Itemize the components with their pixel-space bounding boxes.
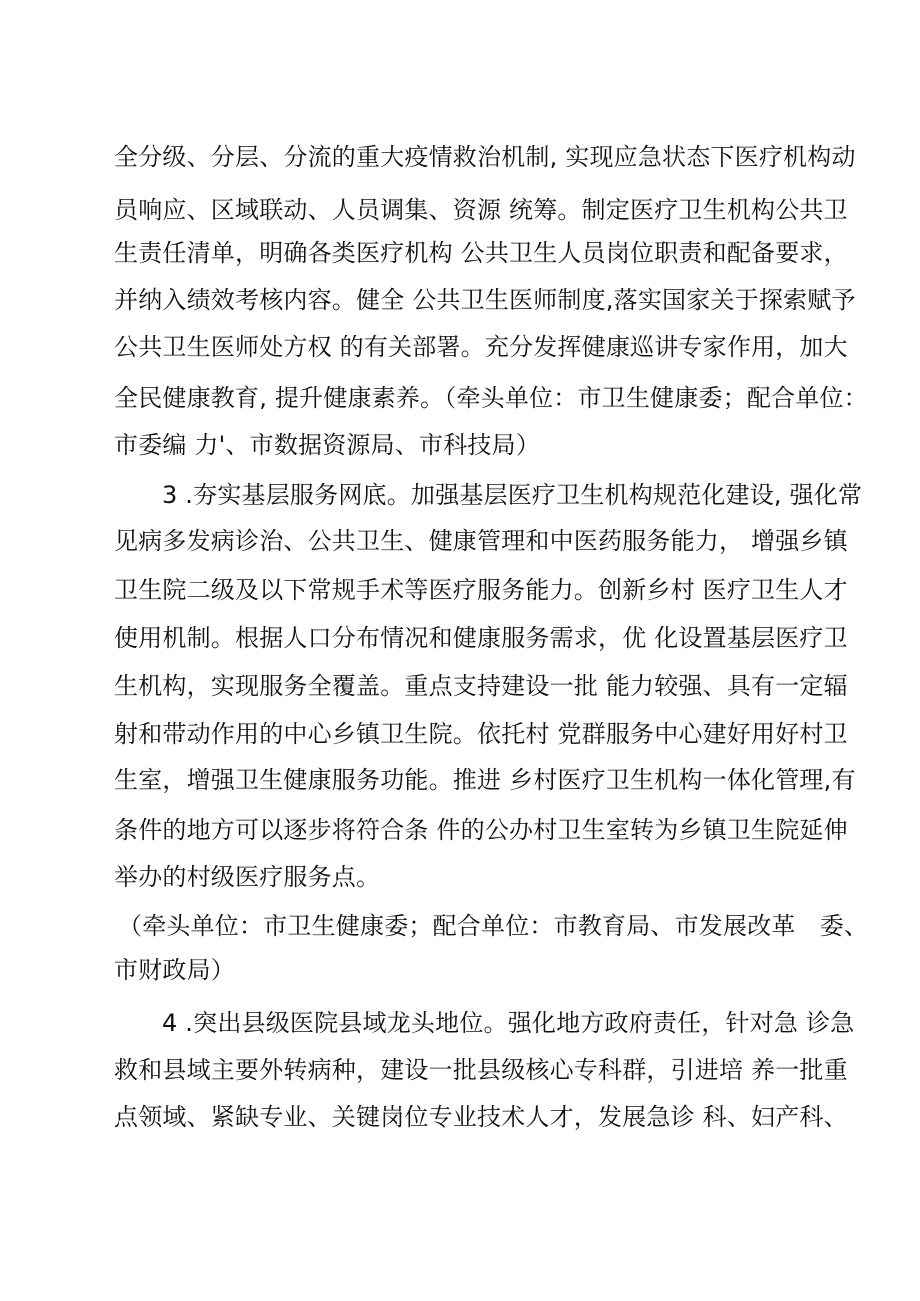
text-line: 4 .突出县级医院县域龙头地位。强化地方政府责任，针对急 诊急: [162, 1009, 855, 1037]
text-line: 3 .夯实基层服务网底。加强基层医疗卫生机构规范化建设, 强化常: [162, 481, 863, 509]
text-line: 射和带动作用的中心乡镇卫生院。依托村 党群服务中心建好用好村卫: [114, 720, 848, 748]
text-line: 市委编 力'、市数据资源局、市科技局）: [114, 431, 541, 459]
text-line: 生机构，实现服务全覆盖。重点支持建设一批 能力较强、具有一定辐: [114, 672, 848, 700]
text-line: 全民健康教育, 提升健康素养。（牵头单位：市卫生健康委；配合单位：: [114, 384, 868, 412]
text-line: 救和县域主要外转病种，建设一批县级核心专科群，引进培 养一批重: [114, 1056, 848, 1084]
text-line: 员响应、区域联动、人员调集、资源 统筹。制定医疗卫生机构公共卫: [114, 196, 848, 224]
text-line: 举办的村级医疗服务点。: [114, 863, 381, 891]
text-line: 见病多发病诊治、公共卫生、健康管理和中医药服务能力， 增强乡镇: [114, 527, 848, 555]
text-line: 使用机制。根据人口分布情况和健康服务需求，优 化设置基层医疗卫: [114, 624, 848, 652]
text-line: 市财政局）: [114, 956, 235, 984]
text-line: 全分级、分层、分流的重大疫情救治机制, 实现应急状态下医疗机构动: [114, 143, 856, 171]
text-line: 卫生院二级及以下常规手术等医疗服务能力。创新乡村 医疗卫生人才: [114, 576, 848, 604]
text-line: 生室，增强卫生健康服务功能。推进 乡村医疗卫生机构一体化管理,有: [114, 766, 856, 794]
text-line: 公共卫生医师处方权 的有关部署。充分发挥健康巡讲专家作用，加大: [114, 333, 848, 361]
text-line: 条件的地方可以逐步将符合条 件的公办村卫生室转为乡镇卫生院延伸: [114, 816, 848, 844]
text-line: 并纳入绩效考核内容。健全 公共卫生医师制度,落实国家关于探索赋予: [114, 286, 856, 314]
text-line: 生责任清单，明确各类医疗机构 公共卫生人员岗位职责和配备要求，: [114, 239, 848, 267]
text-line: （牵头单位：市卫生健康委；配合单位：市教育局、市发展改革 委、: [118, 912, 869, 940]
text-line: 点领域、紧缺专业、关键岗位专业技术人才，发展急诊 科、妇产科、: [114, 1103, 848, 1131]
